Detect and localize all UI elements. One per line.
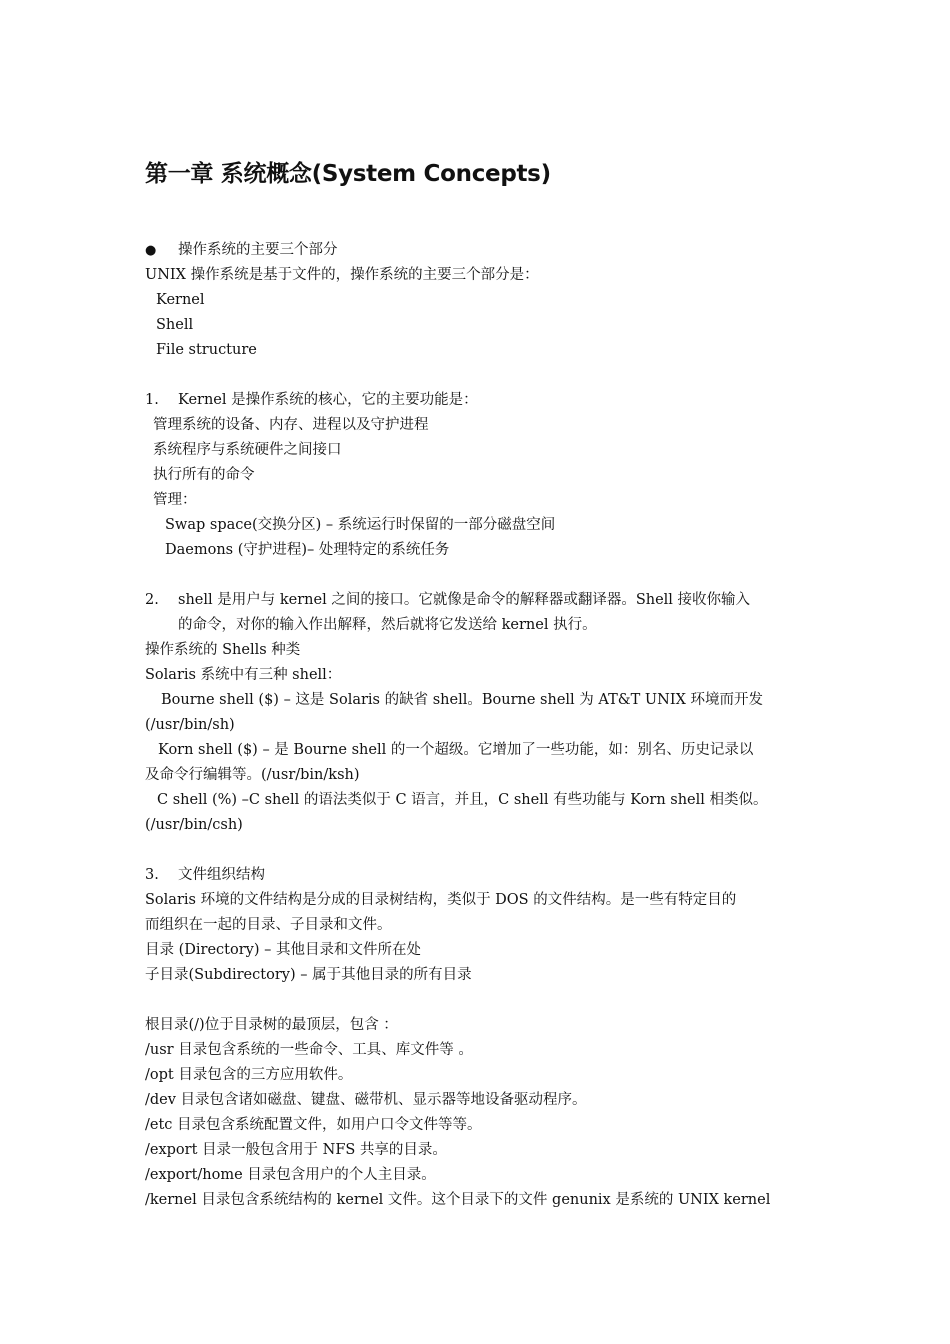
bourne-shell-line2: (/usr/bin/sh) xyxy=(145,717,235,733)
spacer xyxy=(145,563,807,588)
root-dir-export-home: /export/home 目录包含用户的个人主目录。 xyxy=(145,1167,436,1183)
c-shell-line1: C shell (%) –C shell 的语法类似于 C 语言，并且，C shell 有些功能与 Korn shell 相类似。 xyxy=(157,792,768,808)
file-structure-desc-line1: Solaris 环境的文件结构是分成的目录树结构，类似于 DOS 的文件结构。是一些有特定目的 xyxy=(145,892,737,908)
item2-number: 2. xyxy=(145,592,159,608)
intro-text: UNIX 操作系统是基于文件的，操作系统的主要三个部分是： xyxy=(145,267,539,283)
kernel-function: 系统程序与系统硬件之间接口 xyxy=(153,442,342,458)
item2-text-line1: shell 是用户与 kernel 之间的接口。它就像是命令的解释器或翻译器。Shell 接收你输入 xyxy=(178,592,751,608)
shells-intro: Solaris 系统中有三种 shell： xyxy=(145,667,342,683)
korn-shell-line1: Korn shell ($) – 是 Bourne shell 的一个超级。它增加了一些功能，如：别名、历史记录以 xyxy=(158,742,754,758)
spacer xyxy=(145,988,807,1013)
item3-text: 文件组织结构 xyxy=(178,867,265,883)
directory-definition: 目录 (Directory) – 其他目录和文件所在处 xyxy=(145,942,421,958)
part-file-structure: File structure xyxy=(156,342,257,358)
item2-text-line2: 的命令，对你的输入作出解释，然后就将它发送给 kernel 执行。 xyxy=(178,617,597,633)
subdirectory-definition: 子目录(Subdirectory) – 属于其他目录的所有目录 xyxy=(145,967,472,983)
root-dir-etc: /etc 目录包含系统配置文件，如用户口令文件等等。 xyxy=(145,1117,482,1133)
file-structure-desc-line2: 而组织在一起的目录、子目录和文件。 xyxy=(145,917,392,933)
root-dir-dev: /dev 目录包含诸如磁盘、键盘、磁带机、显示器等地设备驱动程序。 xyxy=(145,1092,587,1108)
item1-heading xyxy=(145,388,807,413)
root-dir-opt: /opt 目录包含的三方应用软件。 xyxy=(145,1067,353,1083)
root-dir-usr: /usr 目录包含系统的一些命令、工具、库文件等 。 xyxy=(145,1042,473,1058)
managed-daemons: Daemons (守护进程)– 处理特定的系统任务 xyxy=(165,542,450,558)
kernel-function: 执行所有的命令 xyxy=(153,467,255,483)
c-shell-line2: (/usr/bin/csh) xyxy=(145,817,243,833)
kernel-function: 管理： xyxy=(153,492,197,508)
section-bullet xyxy=(145,238,807,263)
item1-text: Kernel 是操作系统的核心，它的主要功能是： xyxy=(178,392,478,408)
root-heading: 根目录(/)位于目录树的最顶层，包含 ： xyxy=(145,1017,398,1033)
kernel-function: 管理系统的设备、内存、进程以及守护进程 xyxy=(153,417,429,433)
chapter-title: 第一章 系统概念(System Concepts) xyxy=(145,161,551,187)
shells-heading: 操作系统的 Shells 种类 xyxy=(145,642,301,658)
managed-swap: Swap space(交换分区) – 系统运行时保留的一部分磁盘空间 xyxy=(165,517,556,533)
part-shell: Shell xyxy=(156,317,194,333)
part-kernel: Kernel xyxy=(156,292,205,308)
item2-heading xyxy=(145,588,807,613)
spacer xyxy=(145,363,807,388)
korn-shell-line2: 及命令行编辑等。(/usr/bin/ksh) xyxy=(145,767,360,783)
bullet-icon: ● xyxy=(145,243,157,258)
document-body xyxy=(145,238,807,1213)
spacer xyxy=(145,838,807,863)
root-dir-export: /export 目录一般包含用于 NFS 共享的目录。 xyxy=(145,1142,447,1158)
bourne-shell-line1: Bourne shell ($) – 这是 Solaris 的缺省 shell。Bourne shell 为 AT&T UNIX 环境而开发 xyxy=(161,692,763,708)
item3-heading xyxy=(145,863,807,888)
section-bullet-text: 操作系统的主要三个部分 xyxy=(178,242,338,258)
root-dir-kernel: /kernel 目录包含系统结构的 kernel 文件。这个目录下的文件 genunix 是系统的 UNIX kernel xyxy=(145,1192,771,1208)
item3-number: 3. xyxy=(145,867,159,883)
item1-number: 1. xyxy=(145,392,159,408)
